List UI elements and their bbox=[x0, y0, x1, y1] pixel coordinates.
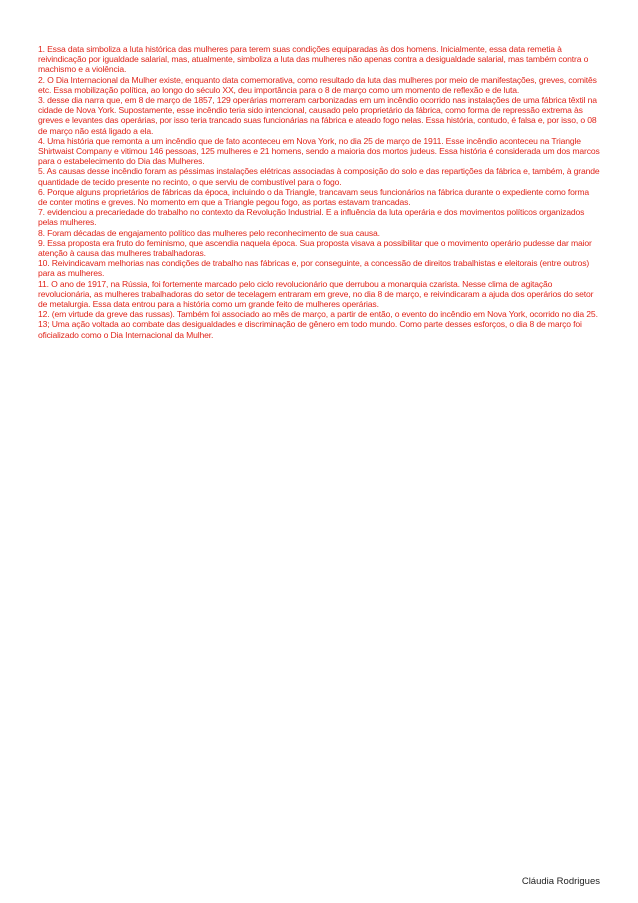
answer-paragraph-4: 4. Uma história que remonta a um incêndio que de fato aconteceu em Nova York, no dia 25 de março de 1911. Esse incêndio aconteceu na Triangle Shirtwaist Company e vitimou 146 pessoas, 125 mulheres e 21 homens, sendo a maioria dos mortos judeus. Essa história é considerada um dos marcos para o estabelecimento do Dia das Mulheres. bbox=[38, 135, 600, 167]
answer-paragraph-3: 3. desse dia narra que, em 8 de março de 1857, 129 operárias morreram carbonizadas em um incêndio ocorrido nas instalações de uma fábrica têxtil na cidade de Nova York. Supostamente, esse incêndio teria sido intencional, causado pelo proprietário da fábrica, como forma de repressão extrema às greves e levantes das operárias, por isso teria trancado suas funcionárias na fábrica e ateado fogo nelas. Essa história, contudo, é falsa e, por isso, o 08 de março não está ligado a ela. bbox=[38, 95, 597, 136]
answer-paragraph-2: 2. O Dia Internacional da Mulher existe, enquanto data comemorativa, como resultado da luta das mulheres por meio de manifestações, greves, comitês etc. Essa mobilização política, ao longo do século XX, deu importância para o 8 de março como um momento de reflexão e de luta. bbox=[38, 74, 597, 95]
answer-paragraph-11: 11. O ano de 1917, na Rússia, foi fortemente marcado pelo ciclo revolucionário que derrubou a monarquia czarista. Nesse clima de agitação revolucionária, as mulheres trabalhadoras do setor de tecelagem entraram em greve, no dia 8 de março, e reivindicaram a ajuda dos operários do setor de metalurgia. Essa data entrou para a história como um grande feito de mulheres operárias. bbox=[38, 278, 594, 310]
author-signature: Cláudia Rodrigues bbox=[521, 876, 600, 887]
answer-paragraph-7: 7. evidenciou a precariedade do trabalho no contexto da Revolução Industrial. E a influência da luta operária e dos movimentos políticos organizados pelas mulheres. bbox=[38, 207, 585, 228]
answer-list bbox=[38, 44, 600, 340]
answer-paragraph-10: 10. Reivindicavam melhorias nas condições de trabalho nas fábricas e, por conseguinte, a concessão de direitos trabalhistas e eleitorais (entre outros) para as mulheres. bbox=[38, 258, 590, 279]
answer-paragraph-9: 9. Essa proposta era fruto do feminismo, que ascendia naquela época. Sua proposta visava a possibilitar que o movimento operário pudesse dar maior atenção à causa das mulheres trabalhadoras. bbox=[38, 237, 592, 259]
answer-paragraph-5: 5. As causas desse incêndio foram as péssimas instalações elétricas associadas à composição do solo e das repartições da fábrica e, também, à grande quantidade de tecido presente no recinto, o que serviu de combustível para o fogo. bbox=[38, 166, 600, 187]
answer-paragraph-13: 13; Uma ação voltada ao combate das desigualdades e discriminação de gênero em todo mundo. Como parte desses esforços, o dia 8 de março foi oficializado como o Dia Internacional da Mulher. bbox=[38, 319, 582, 340]
answer-paragraph-12: 12. (em virtude da greve das russas). Também foi associado ao mês de março, a partir de então, o evento do incêndio em Nova York, ocorrido no dia 25. bbox=[38, 309, 598, 320]
answer-paragraph-6: 6. Porque alguns proprietários de fábricas da época, incluindo o da Triangle, trancavam seus funcionários na fábrica durante o expediente como forma de conter motins e greves. No momento em que a Triangle pegou fogo, as portas estavam trancadas. bbox=[38, 186, 590, 208]
answer-paragraph-1: 1. Essa data simboliza a luta histórica das mulheres para terem suas condições equiparadas às dos homens. Inicialmente, essa data remetia à reivindicação por igualdade salarial, mas, atualmente, simboliza a luta das mulheres não apenas contra a desigualdade salarial, mas também contra o machismo e a violência. bbox=[38, 44, 589, 75]
answer-paragraph-8: 8. Foram décadas de engajamento político das mulheres pelo reconhecimento de sua causa. bbox=[38, 227, 380, 238]
